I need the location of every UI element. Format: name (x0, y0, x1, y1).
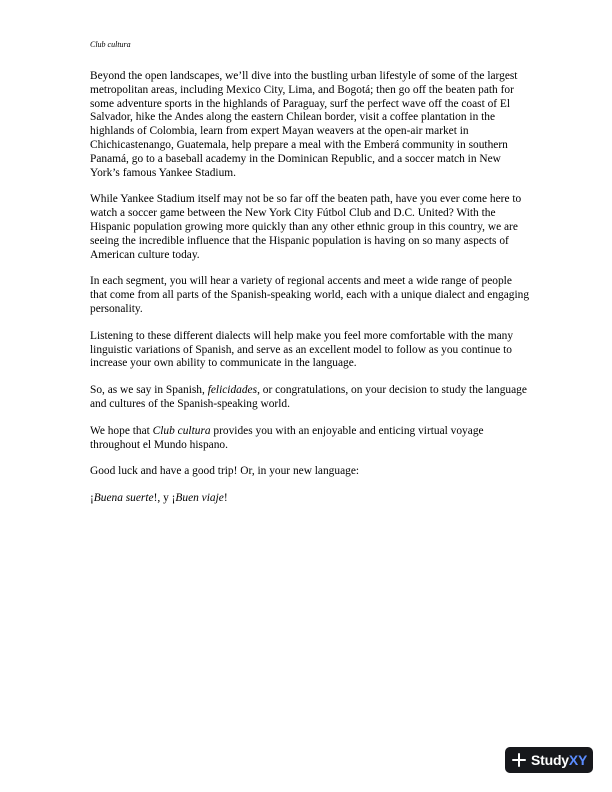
paragraph-buena-suerte (90, 492, 530, 506)
body-text (90, 70, 530, 519)
buena-mid: !, y ¡ (153, 492, 176, 505)
brand-main: Study (531, 752, 569, 768)
paragraph-good-luck: Good luck and have a good trip! Or, in your new language: (90, 465, 360, 478)
buena-close: ! (223, 492, 228, 505)
brand-accent: XY (568, 752, 588, 768)
felicidades-after: , or congratulations, on your decision to study the language and cultures of the Spanish-speaking world. (90, 384, 527, 410)
buen-viaje-italic: Buen viaje (175, 492, 224, 505)
running-header: Club cultura (90, 40, 131, 49)
studyxy-badge[interactable] (505, 747, 593, 773)
voyage-italic: Club cultura (152, 424, 211, 437)
paragraph-virtual-voyage (90, 425, 530, 453)
paragraph-dialects: Listening to these different dialects will help make you feel more comfortable with the many linguistic variations of Spanish, and serve as an excellent model to follow as you continue to increase your own ability to communicate in the language. (90, 329, 514, 370)
studyxy-logo-text (531, 752, 587, 768)
paragraph-urban-lifestyle: Beyond the open landscapes, we’ll dive into the bustling urban lifestyle of some of the largest metropolitan areas, including Mexico City, Lima, and Bogotá; then go off the beaten path for some adventure sports in the highlands of Paraguay, surf the perfect wave off the coast of El Salvador, hike the Andes along the eastern Chilean border, visit a coffee plantation in the highlands of Colombia, learn from expert Mayan weavers at the open-air market in Chichicastenango, Guatemala, help prepare a meal with the Emberá community in southern Panamá, go to a baseball academy in the Dominican Republic, and a soccer match in New York’s famous Yankee Stadium. (90, 70, 518, 179)
buena-suerte-italic: Buena suerte (93, 492, 154, 505)
voyage-before: We hope that (90, 424, 153, 437)
plus-icon (512, 753, 526, 767)
paragraph-regional-accents: In each segment, you will hear a variety of regional accents and meet a wide range of people that come from all parts of the Spanish-speaking world, each with a unique dialect and engaging personality. (90, 275, 530, 315)
voyage-after: provides you with an enjoyable and enticing virtual voyage throughout el Mundo hispano. (90, 424, 484, 451)
felicidades-italic: felicidades (207, 384, 258, 397)
buena-open: ¡ (90, 492, 94, 505)
felicidades-before: So, as we say in Spanish, (90, 384, 208, 397)
paragraph-felicidades (90, 384, 530, 412)
paragraph-yankee-stadium: While Yankee Stadium itself may not be so far off the beaten path, have you ever come here to watch a soccer game between the New York City Fútbol Club and D.C. United? With the Hispanic population growing more quickly than any other ethnic group in this country, we are seeing the incredible influence that the Hispanic population is having on so many aspects of American culture today. (90, 193, 522, 261)
